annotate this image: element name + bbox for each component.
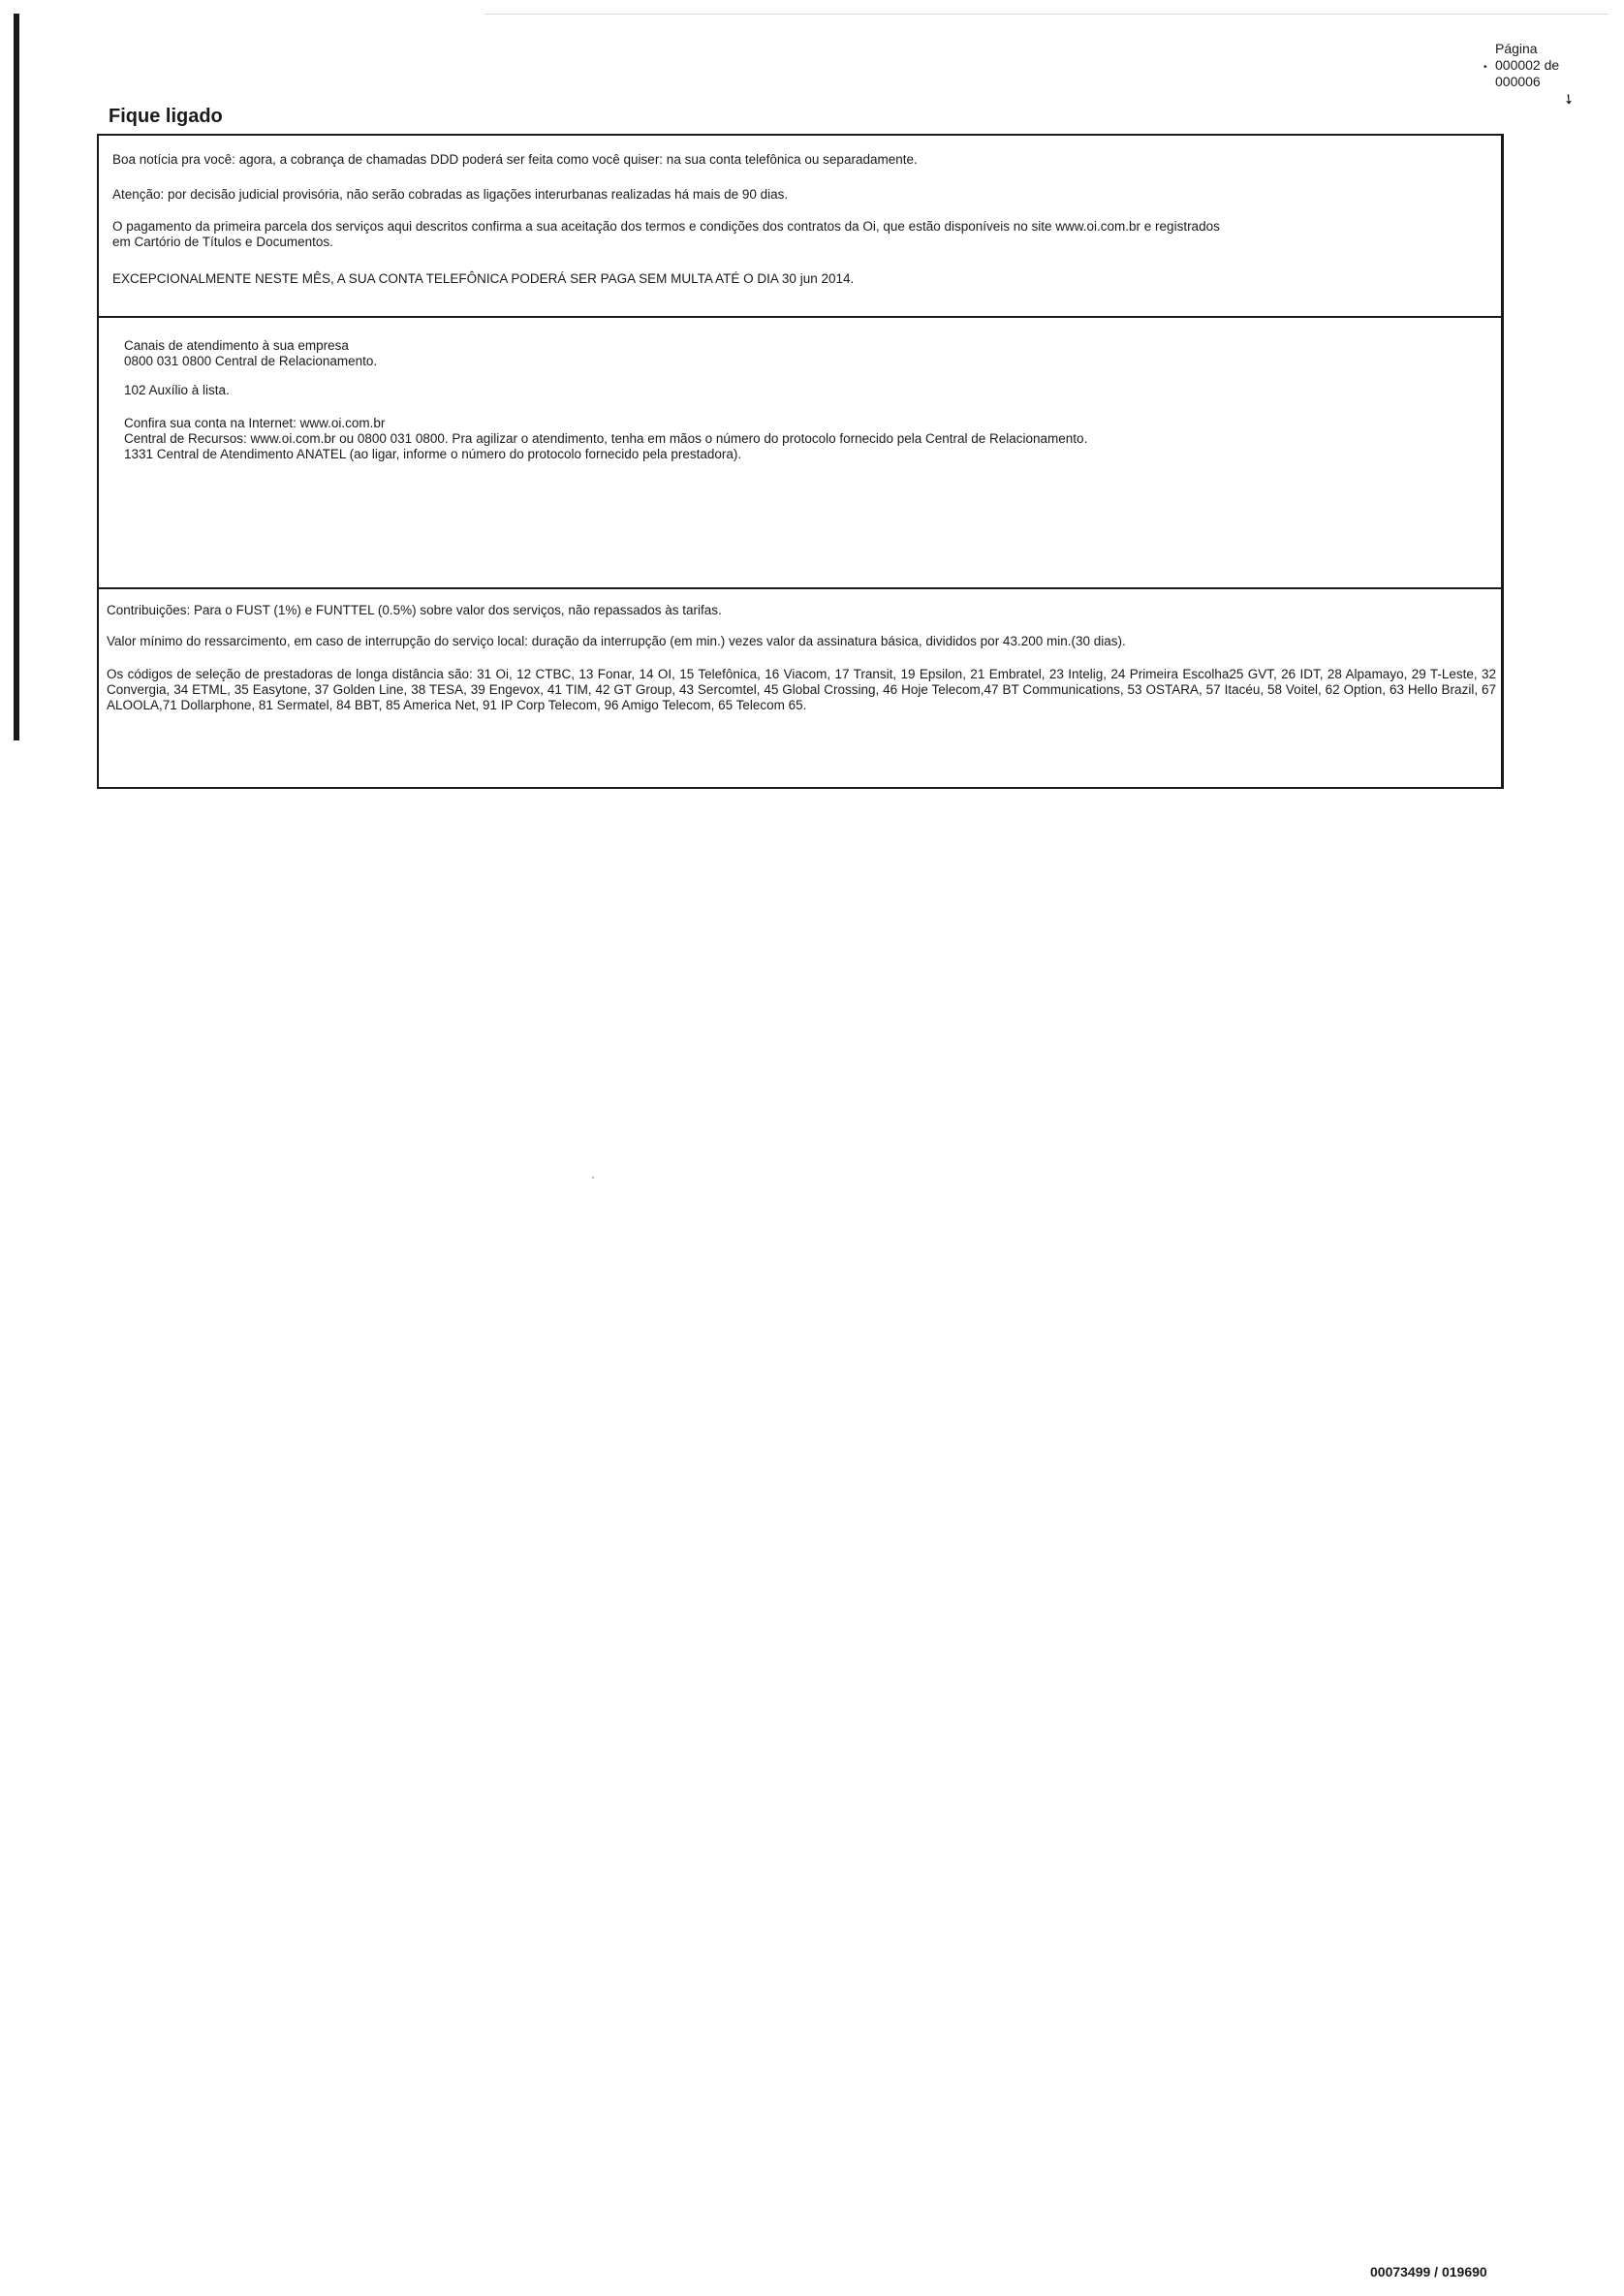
scan-margin-bar (14, 14, 19, 740)
channels-heading: Canais de atendimento à sua empresa (124, 338, 349, 353)
channels-directory: 102 Auxílio à lista. (124, 383, 230, 397)
notice-box (97, 134, 1504, 789)
channels-online-bill: Confira sua conta na Internet: www.oi.com.br (124, 416, 386, 430)
section-title: Fique ligado (109, 106, 223, 127)
scan-top-edge (484, 14, 1608, 15)
contributions-fust: Contribuições: Para o FUST (1%) e FUNTTEL (0.5%) sobre valor dos serviços, não repassados às tarifas. (107, 603, 722, 617)
page-total: 000006 (1495, 74, 1541, 89)
notes-line-payment: O pagamento da primeira parcela dos serviços aqui descritos confirma a sua aceitação dos termos e condições dos contratos da Oi, que estão disponíveis no site www.oi.com.br e registrados (112, 219, 1220, 234)
document-code: 00073499 / 019690 (1370, 2264, 1487, 2280)
pen-mark-icon: ➘ (1559, 89, 1578, 110)
notes-line-due-date: EXCEPCIONALMENTE NESTE MÊS, A SUA CONTA TELEFÔNICA PODERÁ SER PAGA SEM MULTA ATÉ O DIA 30 jun 2014. (112, 271, 855, 286)
page-indicator (1483, 41, 1592, 110)
scan-speck (592, 1177, 594, 1179)
contributions-panel (99, 589, 1501, 787)
notes-line-court: Atenção: por decisão judicial provisória, não serão cobradas as ligações interurbanas realizadas há mais de 90 dias. (112, 187, 789, 202)
page-label: Página (1495, 41, 1538, 56)
channels-panel (99, 318, 1501, 589)
contributions-refund: Valor mínimo do ressarcimento, em caso de interrupção do serviço local: duração da interrupção (em min.) vezes valor da assinatura básica, divididos por 43.200 min.(30 dias). (107, 634, 1126, 648)
channels-relationship: 0800 031 0800 Central de Relacionamento. (124, 354, 378, 368)
contributions-carrier-codes: Os códigos de seleção de prestadoras de longa distância são: 31 Oi, 12 CTBC, 13 Fonar, 14 OI, 15 Telefônica, 16 Viacom, 17 Transit, 19 Epsilon, 21 Embratel, 23 Intelig, 24 Primeira Escolha25 GVT, 26 IDT, 28 Alpamayo, 29 T-Leste, 32 Convergia, 34 ETML, 35 Easytone, 37 Golden Line, 38 TESA, 39 Engevox, 41 TIM, 42 GT Group, 43 Sercomtel, 45 Global Crossing, 46 Hoje Telecom,47 BT Communications, 53 OSTARA, 57 Itacéu, 58 Voitel, 62 Option, 63 Hello Brazil, 67 ALOOLA,71 Dollarphone, 81 Sermatel, 84 BBT, 85 America Net, 91 IP Corp Telecom, 96 Amigo Telecom, 65 Telecom 65. (107, 667, 1496, 712)
channels-anatel: 1331 Central de Atendimento ANATEL (ao ligar, informe o número do protocolo fornecido pela prestadora). (124, 447, 742, 461)
page-number: 000002 de (1495, 57, 1560, 73)
scan-dot: • (1483, 62, 1487, 73)
notes-panel (99, 136, 1501, 318)
notes-line-registry: em Cartório de Títulos e Documentos. (112, 235, 333, 249)
channels-appeals: Central de Recursos: www.oi.com.br ou 0800 031 0800. Pra agilizar o atendimento, tenha em mãos o número do protocolo fornecido pela Central de Relacionamento. (124, 431, 1088, 446)
notes-line-ddd: Boa notícia pra você: agora, a cobrança de chamadas DDD poderá ser feita como você quiser: na sua conta telefônica ou separadamente. (112, 152, 918, 167)
